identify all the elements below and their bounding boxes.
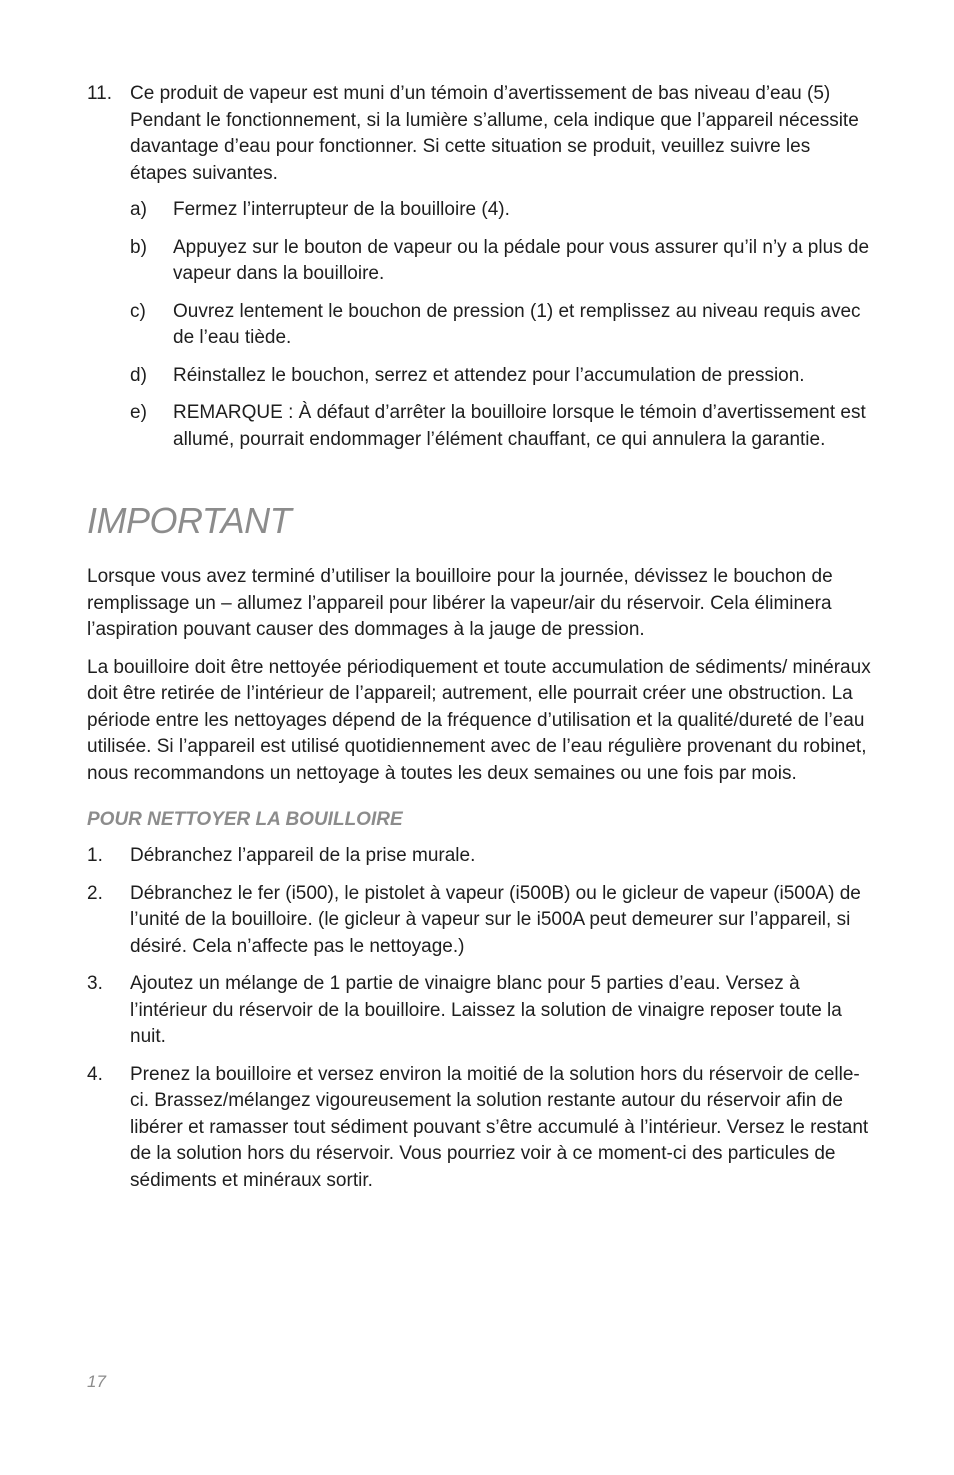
steps-list-continued (87, 81, 871, 464)
sub-marker: b) (130, 236, 147, 258)
sub-item-c (130, 299, 871, 352)
list-marker: 2. (87, 882, 103, 904)
page-number: 17 (87, 1372, 106, 1391)
list-marker: 11. (87, 83, 113, 104)
cleaning-step-3 (87, 971, 871, 1051)
sub-item-a (130, 197, 871, 224)
list-item-text: Ajoutez un mélange de 1 partie de vinaigre blanc pour 5 parties d’eau. Versez à l’intérieur du réservoir de la bouilloire. Laissez la solution de vinaigre reposer toute la nuit. (130, 973, 842, 1047)
document-page (87, 81, 871, 1205)
sub-item-text: REMARQUE : À défaut d’arrêter la bouilloire lorsque le témoin d’avertissement est allumé, pourrait endommager l’élément chauffant, ce qui annulera la garantie. (173, 402, 866, 450)
cleaning-step-2 (87, 881, 871, 961)
cleaning-step-1 (87, 843, 871, 870)
list-item-text: Ce produit de vapeur est muni d’un témoin d’avertissement de bas niveau d’eau (5) Pendant le fonctionnement, si la lumière s’allume, cela indique que l’appareil nécessite davantage d’eau pour fonctionner. Si cette situation se produit, veuillez suivre les étapes suivantes. (130, 83, 859, 184)
sub-item-text: Fermez l’interrupteur de la bouilloire (4). (173, 199, 510, 220)
cleaning-steps-list (87, 843, 871, 1194)
sub-item-e (130, 400, 871, 453)
list-item-text: Débranchez l’appareil de la prise murale. (130, 845, 476, 866)
cleaning-subheading: POUR NETTOYER LA BOUILLOIRE (87, 809, 403, 830)
list-marker: 1. (87, 845, 103, 866)
sub-item-text: Ouvrez lentement le bouchon de pression (1) et remplissez au niveau requis avec de l’eau tiède. (173, 300, 861, 348)
list-item-11 (87, 81, 871, 464)
sub-marker: a) (130, 199, 147, 220)
sub-item-d (130, 363, 871, 390)
sub-item-text: Appuyez sur le bouton de vapeur ou la pédale pour vous assurer qu’il n’y a plus de vapeur dans la bouilloire. (173, 236, 870, 284)
sub-marker: c) (130, 300, 146, 322)
sub-item-b (130, 235, 871, 288)
list-item-text: Débranchez le fer (i500), le pistolet à vapeur (i500B) ou le gicleur de vapeur (i500A) de l’unité de la bouilloire. (le gicleur à vapeur sur le i500A peut demeurer sur l’appareil, si désiré. Cela n’affecte pas le nettoyage.) (130, 882, 861, 957)
important-paragraph-1: Lorsque vous avez terminé d’utiliser la bouilloire pour la journée, dévissez le bouchon de remplissage un – allumez l’appareil pour libérer la vapeur/air du réservoir. Cela éliminera l’aspiration pouvant causer des dommages à la jauge de pression. (87, 566, 833, 640)
important-paragraph-2: La bouilloire doit être nettoyée périodiquement et toute accumulation de sédiments/ minéraux doit être retirée de l’intérieur de l’appareil; autrement, elle pourrait créer une obstruction. La période entre les nettoyages dépend de la fréquence d’utilisation et la qualité/dureté de l’eau utilisée. Si l’appareil est utilisé quotidiennement avec de l’eau régulière provenant du robinet, nous recommandons un nettoyage à toutes les deux semaines ou une fois par mois. (87, 656, 871, 784)
list-item-content (130, 81, 871, 464)
sub-marker: e) (130, 402, 147, 423)
list-marker: 3. (87, 973, 103, 994)
list-marker: 4. (87, 1063, 103, 1085)
sub-steps-list (130, 197, 871, 453)
important-heading: IMPORTANT (87, 500, 292, 541)
sub-item-text: Réinstallez le bouchon, serrez et attendez pour l’accumulation de pression. (173, 364, 805, 386)
sub-marker: d) (130, 364, 147, 386)
cleaning-step-4 (87, 1062, 871, 1195)
list-item-text: Prenez la bouilloire et versez environ la moitié de la solution hors du réservoir de celle-ci. Brassez/mélangez vigoureusement la solution restante autour du réservoir afin de libérer et ramasser tout sédiment pouvant s’être accumulé à l’intérieur. Versez le restant de la solution hors du réservoir. Vous pourriez voir à ce moment-ci des particules de sédiments et minéraux sortir. (130, 1063, 869, 1191)
